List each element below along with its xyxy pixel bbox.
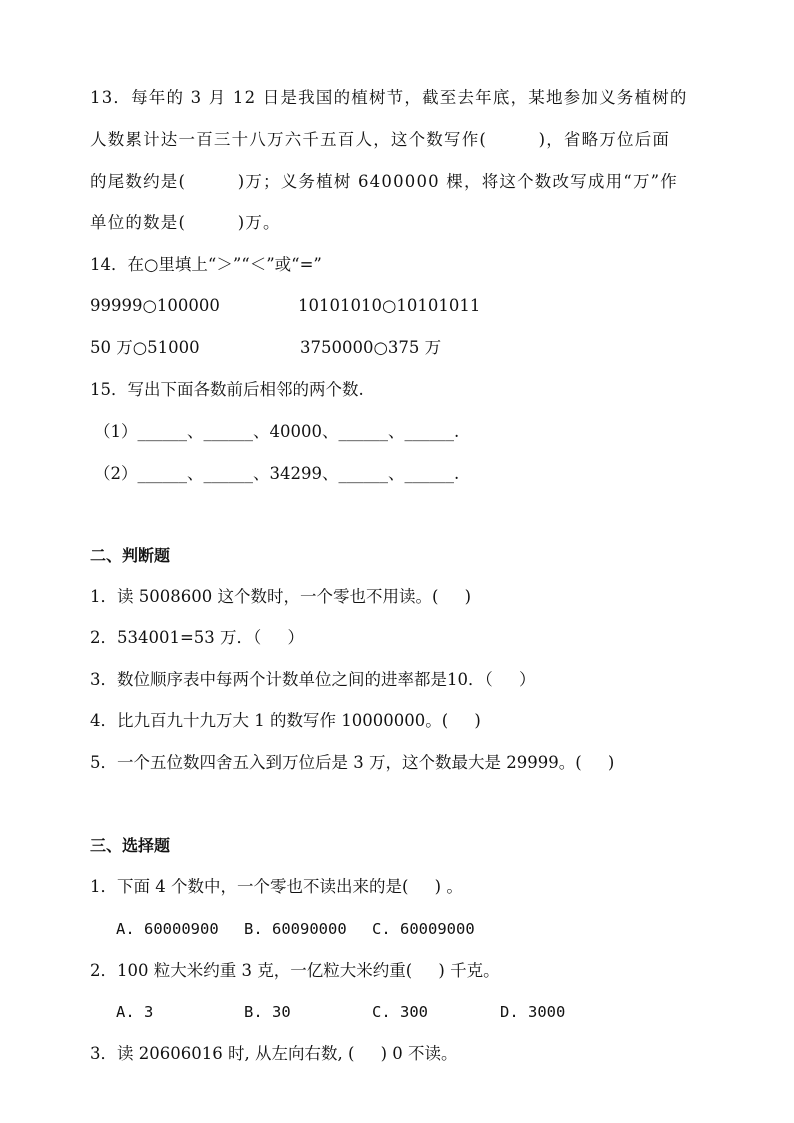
judgement-item-2: 2．534001=53 万．（ ） <box>90 628 305 647</box>
q15-part-1: （1）______、______、40000、______、______. <box>94 422 460 441</box>
q13-line-1: 13．每年的 3 月 12 日是我国的植树节，截至去年底，某地参加义务植树的 <box>90 88 688 107</box>
judgement-item-1: 1．读 5008600 这个数时，一个零也不用读。( ) <box>90 587 472 606</box>
q14-stem: 14．在○里填上“＞”“＜”或“=” <box>90 255 322 274</box>
q15-stem: 15．写出下面各数前后相邻的两个数. <box>90 380 364 399</box>
choice-q2-stem: 2．100 粒大米约重 3 克，一亿粒大米约重( ) 千克。 <box>90 961 500 980</box>
q14-compare-a: 99999○100000 <box>90 296 220 315</box>
choice-q3-stem: 3．读 20606016 时, 从左向右数, ( ) 0 不读。 <box>90 1044 458 1063</box>
q14-compare-c: 50 万○51000 <box>90 338 200 357</box>
choice-q1-option-b: B. 60090000 <box>244 920 347 938</box>
choice-q1-option-a: A. 60000900 <box>116 920 219 938</box>
choice-q1-option-c: C. 60009000 <box>372 920 475 938</box>
q13-line-2: 人数累计达一百三十八万六千五百人，这个数写作( )，省略万位后面 <box>90 130 671 149</box>
q15-part-2: （2）______、______、34299、______、______. <box>94 464 460 483</box>
choice-q2-option-b: B. 30 <box>244 1003 291 1021</box>
choice-q2-option-d: D. 3000 <box>500 1003 566 1021</box>
q13-line-4: 单位的数是( )万。 <box>90 213 281 232</box>
choice-q2-option-a: A. 3 <box>116 1003 154 1021</box>
judgement-item-4: 4．比九百九十九万大 1 的数写作 10000000。( ) <box>90 711 481 730</box>
judgement-item-3: 3．数位顺序表中每两个计数单位之间的进率都是10．（ ） <box>90 670 536 689</box>
judgement-item-5: 5．一个五位数四舍五入到万位后是 3 万，这个数最大是 29999。( ) <box>90 753 615 772</box>
q14-compare-d: 3750000○375 万 <box>300 338 442 357</box>
q13-line-3: 的尾数约是( )万；义务植树 6400000 棵，将这个数改写成用“万”作 <box>90 172 678 191</box>
choice-q2-option-c: C. 300 <box>372 1003 428 1021</box>
choice-q1-stem: 1．下面 4 个数中，一个零也不读出来的是( ) 。 <box>90 877 463 896</box>
q14-compare-b: 10101010○10101011 <box>298 296 481 315</box>
section-title-choice: 三、选择题 <box>90 836 171 855</box>
section-title-judgement: 二、判断题 <box>90 546 171 565</box>
